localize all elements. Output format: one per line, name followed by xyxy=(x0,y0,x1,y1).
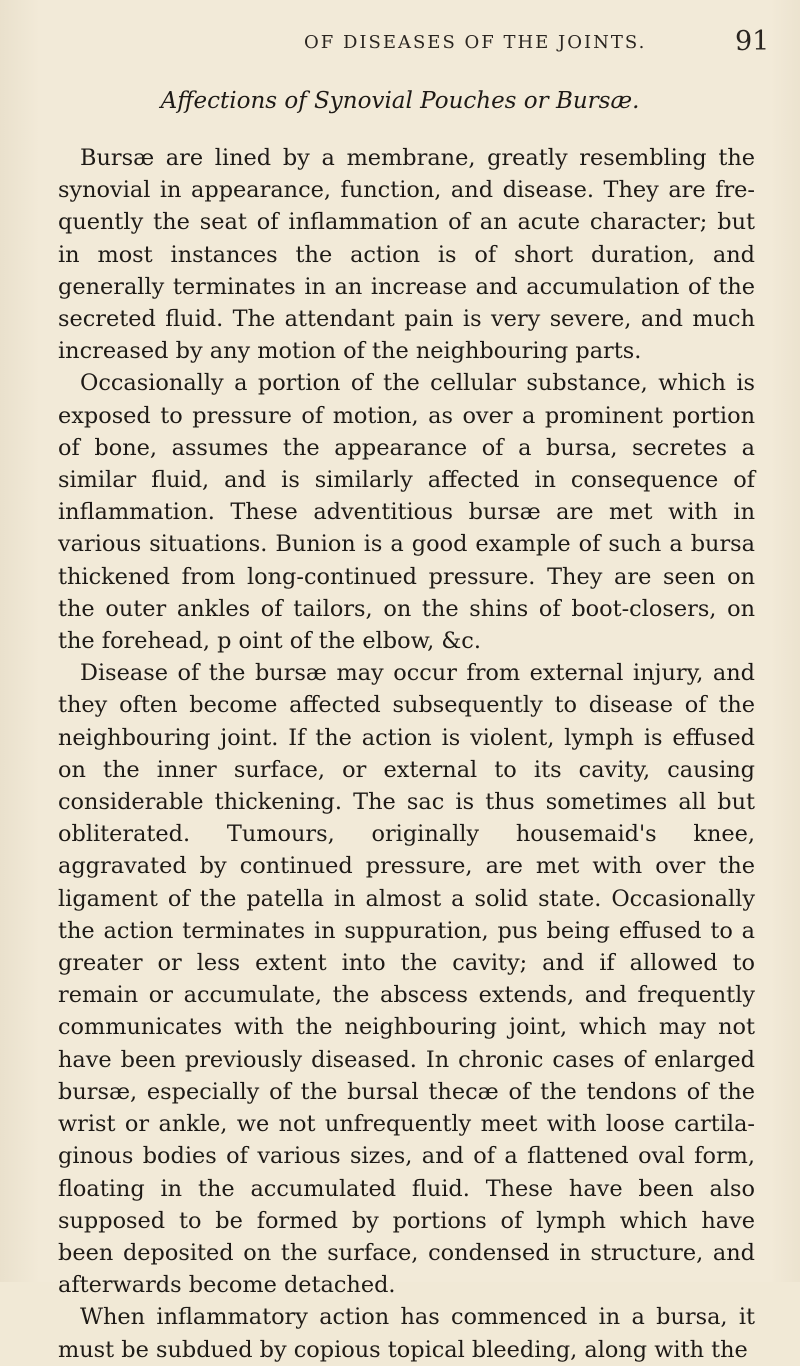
body-text xyxy=(58,142,755,1366)
paragraph: Disease of the bursæ may occur from external injury, and they often become affected subsequently to disease of the neighbouring joint. If the action is violent, lymph is effused on the inner surface, or external to its cavity, causing considerable thickening. The sac is thus sometimes all but obliterated. Tumours, originally housemaid's knee, aggravated by continued pressure, are met with over the ligament of the patella in almost a solid state. Occasionally the action terminates in suppuration, pus being effused to a greater or less extent into the cavity; and if allowed to remain or accumulate, the abscess extends, and frequently communicates with the neighbouring joint, which may not have been previously diseased. In chronic cases of enlarged bursæ, especially of the bursal thecæ of the tendons of the wrist or ankle, we not unfrequently meet with loose cartilaginous bodies of various sizes, and of a flattened oval form, floating in the accumulated fluid. These have been also supposed to be formed by portions of lymph which have been deposited on the surface, condensed in structure, and afterwards become detached. xyxy=(58,660,755,1299)
section-title: Affections of Synovial Pouches or Bursæ. xyxy=(160,88,640,114)
paragraph: Bursæ are lined by a membrane, greatly resembling the synovial in appearance, function, and disease. They are frequently the seat of inflammation of an acute character; but in most instances the action is of short duration, and generally terminates in an increase and accumulation of the secreted fluid. The attendant pain is very severe, and much increased by any motion of the neighbouring parts. xyxy=(58,145,755,365)
paragraph: When inflammatory action has commenced in a bursa, it must be subdued by copious topical bleeding, along with the xyxy=(58,1304,755,1363)
paragraph: Occasionally a portion of the cellular substance, which is exposed to pressure of motion, as over a prominent portion of bone, assumes the appearance of a bursa, secretes a similar fluid, and is similarly affected in consequence of inflammation. These adventitious bursæ are met with in various situations. Bunion is a good example of such a bursa thickened from long-continued pressure. They are seen on the outer ankles of tailors, on the shins of boot-closers, on the forehead, p oint of the elbow, &c. xyxy=(58,370,755,655)
running-head xyxy=(0,26,800,62)
page-number: 91 xyxy=(735,26,770,57)
running-title: OF DISEASES OF THE JOINTS. xyxy=(304,32,647,53)
